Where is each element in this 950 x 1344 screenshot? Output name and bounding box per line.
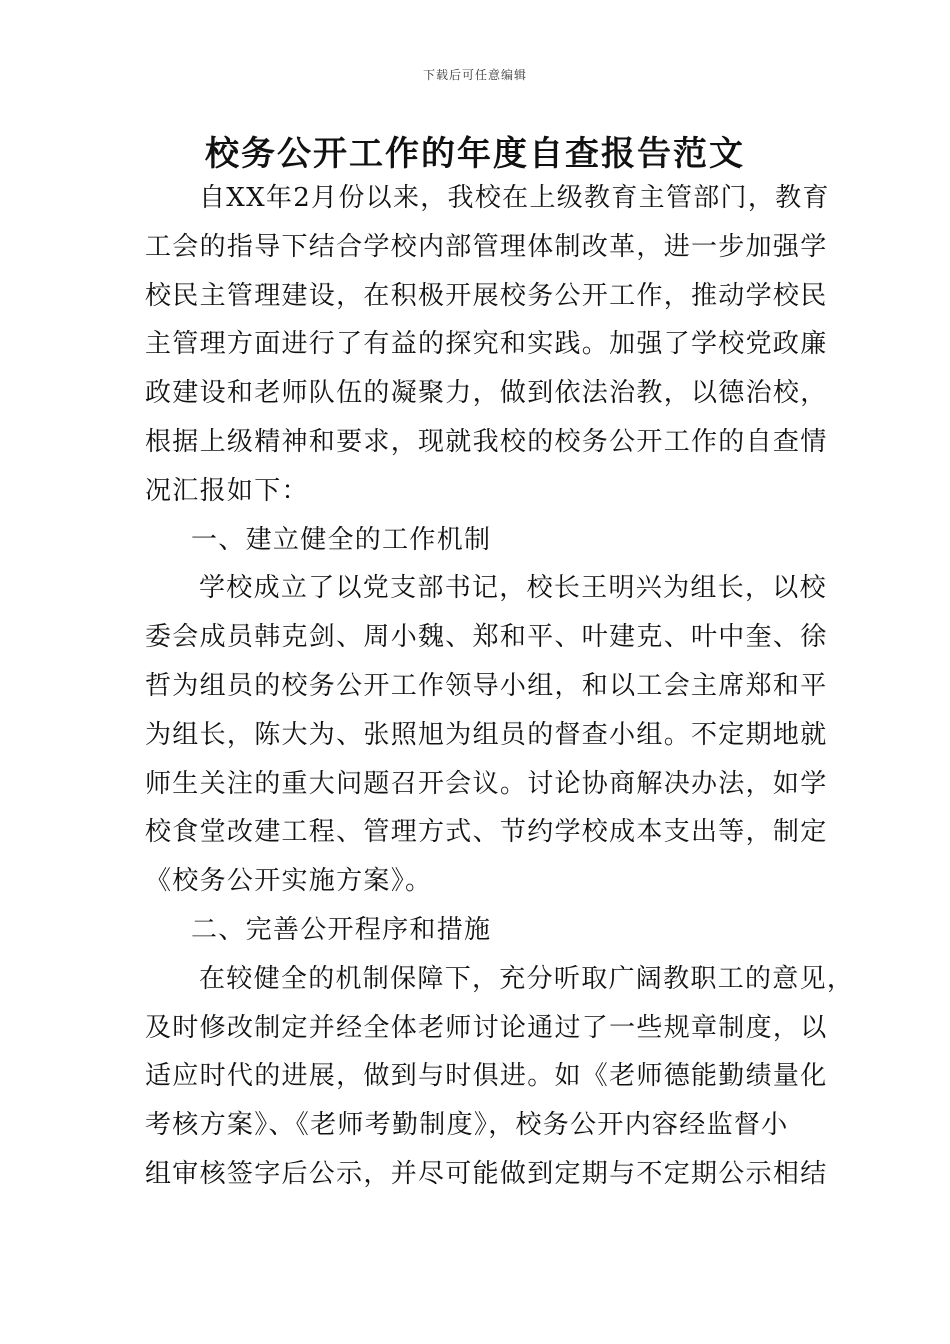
paragraph-line: 组审核签字后公示，并尽可能做到定期与不定期公示相结 — [145, 1158, 828, 1189]
paragraph-line: 《校务公开实施方案》。 — [145, 866, 433, 897]
paragraph-line: 哲为组员的校务公开工作领导小组，和以工会主席郑和平 — [145, 670, 828, 701]
paragraph-line: 考核方案》、《老师考勤制度》，校务公开内容经监督小 — [145, 1110, 789, 1141]
paragraph-line: 主管理方面进行了有益的探究和实践。加强了学校党政廉 — [145, 329, 828, 360]
paragraph-line: 校民主管理建设，在积极开展校务公开工作，推动学校民 — [145, 280, 828, 311]
paragraph-line: 工会的指导下结合学校内部管理体制改革，进一步加强学 — [145, 231, 828, 262]
paragraph-line: 委会成员韩克剑、周小魏、郑和平、叶建克、叶中奎、徐 — [145, 622, 828, 653]
paragraph-line: 根据上级精神和要求，现就我校的校务公开工作的自查情 — [145, 426, 828, 457]
paragraph-line: 为组长，陈大为、张照旭为组员的督查小组。不定期地就 — [145, 719, 828, 750]
document-body — [145, 174, 855, 1199]
section-heading: 一、建立健全的工作机制 — [191, 524, 492, 555]
paragraph-line: 及时修改制定并经全体老师讨论通过了一些规章制度，以 — [145, 1012, 828, 1043]
paragraph-line: 适应时代的进展，做到与时俱进。如《老师德能勤绩量化 — [145, 1061, 828, 1092]
paragraph-line: 校食堂改建工程、管理方式、节约学校成本支出等，制定 — [145, 817, 828, 848]
paragraph-line: 自XX年2月份以来，我校在上级教育主管部门，教育 — [199, 183, 830, 213]
paragraph-line: 在较健全的机制保障下，充分听取广阔教职工的意见， — [199, 963, 855, 994]
header-note: 下载后可任意编辑 — [422, 68, 527, 82]
document-title: 校务公开工作的年度自查报告范文 — [205, 134, 745, 174]
section-heading: 二、完善公开程序和措施 — [191, 914, 492, 945]
paragraph-line: 师生关注的重大问题召开会议。讨论协商解决办法，如学 — [145, 768, 828, 799]
paragraph-line: 政建设和老师队伍的凝聚力，做到依法治教，以德治校， — [145, 378, 828, 409]
paragraph-line: 学校成立了以党支部书记，校长王明兴为组长，以校 — [199, 573, 827, 604]
paragraph-line: 况汇报如下： — [145, 475, 309, 506]
